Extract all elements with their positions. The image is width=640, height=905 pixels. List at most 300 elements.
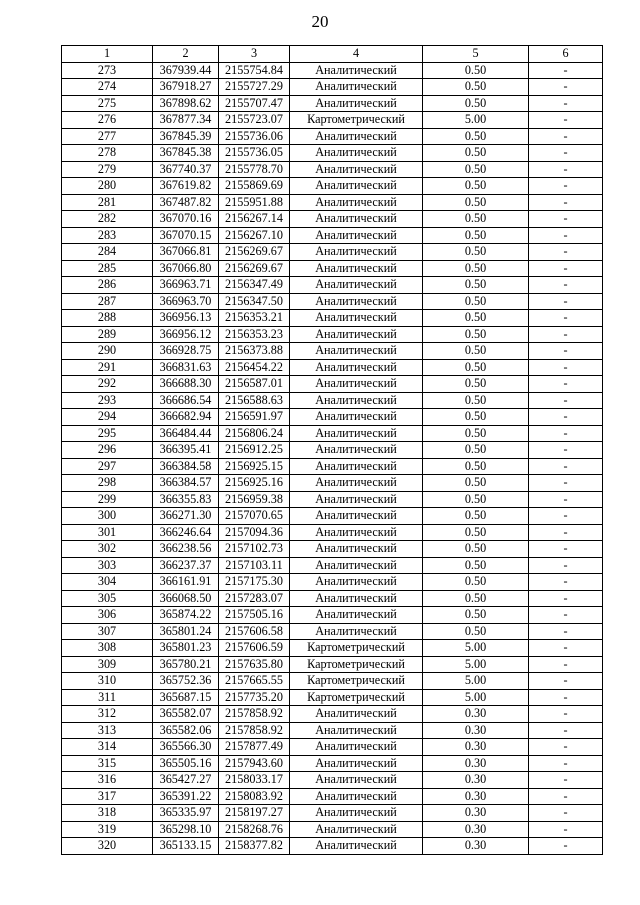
accuracy-cell: 0.50 (423, 508, 529, 525)
y-coordinate-cell: 2156373.88 (219, 343, 290, 360)
method-cell: Аналитический (290, 128, 423, 145)
note-cell: - (529, 607, 603, 624)
x-coordinate-cell: 367740.37 (153, 161, 219, 178)
method-cell: Аналитический (290, 161, 423, 178)
y-coordinate-cell: 2158268.76 (219, 821, 290, 838)
note-cell: - (529, 508, 603, 525)
x-coordinate-cell: 366355.83 (153, 491, 219, 508)
x-coordinate-cell: 366963.70 (153, 293, 219, 310)
method-cell: Аналитический (290, 211, 423, 228)
accuracy-cell: 0.50 (423, 326, 529, 343)
table-row (62, 293, 603, 310)
note-cell: - (529, 640, 603, 657)
note-cell: - (529, 260, 603, 277)
method-cell: Аналитический (290, 95, 423, 112)
accuracy-cell: 5.00 (423, 656, 529, 673)
point-number-cell: 310 (62, 673, 153, 690)
y-coordinate-cell: 2155727.29 (219, 79, 290, 96)
y-coordinate-cell: 2158083.92 (219, 788, 290, 805)
table-row (62, 178, 603, 195)
y-coordinate-cell: 2156454.22 (219, 359, 290, 376)
table-row (62, 211, 603, 228)
accuracy-cell: 0.50 (423, 343, 529, 360)
x-coordinate-cell: 367939.44 (153, 62, 219, 79)
table-row (62, 524, 603, 541)
point-number-cell: 301 (62, 524, 153, 541)
note-cell: - (529, 491, 603, 508)
accuracy-cell: 0.50 (423, 623, 529, 640)
point-number-cell: 302 (62, 541, 153, 558)
y-coordinate-cell: 2158197.27 (219, 805, 290, 822)
note-cell: - (529, 689, 603, 706)
note-cell: - (529, 524, 603, 541)
accuracy-cell: 5.00 (423, 112, 529, 129)
point-number-cell: 303 (62, 557, 153, 574)
method-cell: Аналитический (290, 541, 423, 558)
table-row (62, 95, 603, 112)
accuracy-cell: 0.50 (423, 376, 529, 393)
y-coordinate-cell: 2156587.01 (219, 376, 290, 393)
header-cell: 2 (153, 46, 219, 63)
accuracy-cell: 0.30 (423, 706, 529, 723)
table-row (62, 128, 603, 145)
accuracy-cell: 0.50 (423, 211, 529, 228)
x-coordinate-cell: 365752.36 (153, 673, 219, 690)
method-cell: Картометрический (290, 673, 423, 690)
y-coordinate-cell: 2155869.69 (219, 178, 290, 195)
x-coordinate-cell: 367487.82 (153, 194, 219, 211)
note-cell: - (529, 722, 603, 739)
table-row (62, 574, 603, 591)
table-row (62, 673, 603, 690)
table-row (62, 79, 603, 96)
note-cell: - (529, 755, 603, 772)
point-number-cell: 291 (62, 359, 153, 376)
x-coordinate-cell: 366956.12 (153, 326, 219, 343)
accuracy-cell: 0.50 (423, 557, 529, 574)
x-coordinate-cell: 366384.58 (153, 458, 219, 475)
method-cell: Аналитический (290, 178, 423, 195)
x-coordinate-cell: 365505.16 (153, 755, 219, 772)
y-coordinate-cell: 2156591.97 (219, 409, 290, 426)
accuracy-cell: 0.50 (423, 178, 529, 195)
point-number-cell: 282 (62, 211, 153, 228)
accuracy-cell: 0.50 (423, 475, 529, 492)
table-row (62, 623, 603, 640)
method-cell: Аналитический (290, 293, 423, 310)
note-cell: - (529, 574, 603, 591)
y-coordinate-cell: 2155951.88 (219, 194, 290, 211)
method-cell: Аналитический (290, 145, 423, 162)
note-cell: - (529, 211, 603, 228)
accuracy-cell: 0.50 (423, 260, 529, 277)
note-cell: - (529, 343, 603, 360)
x-coordinate-cell: 367845.38 (153, 145, 219, 162)
method-cell: Аналитический (290, 739, 423, 756)
table-row (62, 590, 603, 607)
accuracy-cell: 0.50 (423, 194, 529, 211)
point-number-cell: 287 (62, 293, 153, 310)
accuracy-cell: 0.50 (423, 359, 529, 376)
method-cell: Аналитический (290, 755, 423, 772)
accuracy-cell: 0.50 (423, 590, 529, 607)
x-coordinate-cell: 367918.27 (153, 79, 219, 96)
x-coordinate-cell: 366956.13 (153, 310, 219, 327)
y-coordinate-cell: 2157943.60 (219, 755, 290, 772)
x-coordinate-cell: 366688.30 (153, 376, 219, 393)
y-coordinate-cell: 2157103.11 (219, 557, 290, 574)
y-coordinate-cell: 2157606.58 (219, 623, 290, 640)
method-cell: Аналитический (290, 524, 423, 541)
y-coordinate-cell: 2157505.16 (219, 607, 290, 624)
note-cell: - (529, 623, 603, 640)
header-cell: 5 (423, 46, 529, 63)
accuracy-cell: 0.50 (423, 62, 529, 79)
x-coordinate-cell: 367877.34 (153, 112, 219, 129)
note-cell: - (529, 145, 603, 162)
method-cell: Аналитический (290, 227, 423, 244)
x-coordinate-cell: 366682.94 (153, 409, 219, 426)
y-coordinate-cell: 2156912.25 (219, 442, 290, 459)
point-number-cell: 288 (62, 310, 153, 327)
table-row (62, 277, 603, 294)
table-row (62, 442, 603, 459)
y-coordinate-cell: 2156959.38 (219, 491, 290, 508)
accuracy-cell: 0.50 (423, 145, 529, 162)
note-cell: - (529, 392, 603, 409)
point-number-cell: 295 (62, 425, 153, 442)
point-number-cell: 309 (62, 656, 153, 673)
y-coordinate-cell: 2156353.23 (219, 326, 290, 343)
x-coordinate-cell: 366384.57 (153, 475, 219, 492)
point-number-cell: 320 (62, 838, 153, 855)
point-number-cell: 290 (62, 343, 153, 360)
method-cell: Аналитический (290, 557, 423, 574)
note-cell: - (529, 359, 603, 376)
x-coordinate-cell: 366246.64 (153, 524, 219, 541)
accuracy-cell: 0.50 (423, 128, 529, 145)
method-cell: Картометрический (290, 689, 423, 706)
table-row (62, 425, 603, 442)
method-cell: Аналитический (290, 277, 423, 294)
accuracy-cell: 0.50 (423, 541, 529, 558)
y-coordinate-cell: 2158033.17 (219, 772, 290, 789)
accuracy-cell: 0.50 (423, 425, 529, 442)
table-row (62, 392, 603, 409)
table-row (62, 722, 603, 739)
method-cell: Аналитический (290, 260, 423, 277)
x-coordinate-cell: 366484.44 (153, 425, 219, 442)
x-coordinate-cell: 366238.56 (153, 541, 219, 558)
x-coordinate-cell: 367845.39 (153, 128, 219, 145)
x-coordinate-cell: 366831.63 (153, 359, 219, 376)
x-coordinate-cell: 367070.15 (153, 227, 219, 244)
point-number-cell: 316 (62, 772, 153, 789)
point-number-cell: 286 (62, 277, 153, 294)
table-row (62, 326, 603, 343)
x-coordinate-cell: 365780.21 (153, 656, 219, 673)
accuracy-cell: 0.50 (423, 574, 529, 591)
y-coordinate-cell: 2156806.24 (219, 425, 290, 442)
y-coordinate-cell: 2155736.06 (219, 128, 290, 145)
y-coordinate-cell: 2156347.50 (219, 293, 290, 310)
x-coordinate-cell: 366237.37 (153, 557, 219, 574)
note-cell: - (529, 706, 603, 723)
table-row (62, 161, 603, 178)
accuracy-cell: 0.50 (423, 442, 529, 459)
method-cell: Аналитический (290, 574, 423, 591)
accuracy-cell: 0.30 (423, 722, 529, 739)
method-cell: Аналитический (290, 722, 423, 739)
method-cell: Картометрический (290, 112, 423, 129)
point-number-cell: 296 (62, 442, 153, 459)
note-cell: - (529, 112, 603, 129)
method-cell: Аналитический (290, 607, 423, 624)
method-cell: Аналитический (290, 194, 423, 211)
y-coordinate-cell: 2157665.55 (219, 673, 290, 690)
y-coordinate-cell: 2156267.10 (219, 227, 290, 244)
accuracy-cell: 0.50 (423, 491, 529, 508)
note-cell: - (529, 244, 603, 261)
method-cell: Аналитический (290, 590, 423, 607)
y-coordinate-cell: 2157606.59 (219, 640, 290, 657)
note-cell: - (529, 227, 603, 244)
x-coordinate-cell: 366928.75 (153, 343, 219, 360)
point-number-cell: 297 (62, 458, 153, 475)
method-cell: Аналитический (290, 392, 423, 409)
point-number-cell: 281 (62, 194, 153, 211)
table-row (62, 409, 603, 426)
note-cell: - (529, 178, 603, 195)
accuracy-cell: 0.50 (423, 524, 529, 541)
method-cell: Аналитический (290, 458, 423, 475)
accuracy-cell: 0.30 (423, 788, 529, 805)
method-cell: Аналитический (290, 805, 423, 822)
x-coordinate-cell: 365801.24 (153, 623, 219, 640)
table-row (62, 244, 603, 261)
note-cell: - (529, 821, 603, 838)
x-coordinate-cell: 366395.41 (153, 442, 219, 459)
accuracy-cell: 0.50 (423, 458, 529, 475)
note-cell: - (529, 310, 603, 327)
note-cell: - (529, 673, 603, 690)
method-cell: Аналитический (290, 772, 423, 789)
point-number-cell: 277 (62, 128, 153, 145)
x-coordinate-cell: 365427.27 (153, 772, 219, 789)
note-cell: - (529, 458, 603, 475)
x-coordinate-cell: 366068.50 (153, 590, 219, 607)
table-row (62, 194, 603, 211)
point-number-cell: 279 (62, 161, 153, 178)
header-cell: 3 (219, 46, 290, 63)
point-number-cell: 273 (62, 62, 153, 79)
table-row (62, 772, 603, 789)
method-cell: Аналитический (290, 788, 423, 805)
table-row (62, 706, 603, 723)
y-coordinate-cell: 2157175.30 (219, 574, 290, 591)
point-number-cell: 294 (62, 409, 153, 426)
note-cell: - (529, 376, 603, 393)
table-row (62, 227, 603, 244)
method-cell: Аналитический (290, 376, 423, 393)
y-coordinate-cell: 2157094.36 (219, 524, 290, 541)
y-coordinate-cell: 2155736.05 (219, 145, 290, 162)
accuracy-cell: 0.50 (423, 79, 529, 96)
note-cell: - (529, 739, 603, 756)
note-cell: - (529, 79, 603, 96)
note-cell: - (529, 788, 603, 805)
x-coordinate-cell: 365133.15 (153, 838, 219, 855)
y-coordinate-cell: 2157858.92 (219, 722, 290, 739)
table-row (62, 491, 603, 508)
point-number-cell: 274 (62, 79, 153, 96)
accuracy-cell: 0.50 (423, 227, 529, 244)
table-row (62, 739, 603, 756)
note-cell: - (529, 293, 603, 310)
accuracy-cell: 0.30 (423, 755, 529, 772)
method-cell: Аналитический (290, 62, 423, 79)
accuracy-cell: 0.50 (423, 244, 529, 261)
note-cell: - (529, 541, 603, 558)
note-cell: - (529, 475, 603, 492)
method-cell: Аналитический (290, 838, 423, 855)
point-number-cell: 317 (62, 788, 153, 805)
y-coordinate-cell: 2156353.21 (219, 310, 290, 327)
y-coordinate-cell: 2156347.49 (219, 277, 290, 294)
y-coordinate-cell: 2155707.47 (219, 95, 290, 112)
x-coordinate-cell: 365582.06 (153, 722, 219, 739)
page-number: 20 (311, 12, 329, 31)
y-coordinate-cell: 2156269.67 (219, 260, 290, 277)
point-number-cell: 306 (62, 607, 153, 624)
x-coordinate-cell: 365391.22 (153, 788, 219, 805)
method-cell: Аналитический (290, 442, 423, 459)
accuracy-cell: 0.50 (423, 293, 529, 310)
method-cell: Аналитический (290, 79, 423, 96)
note-cell: - (529, 95, 603, 112)
accuracy-cell: 0.30 (423, 739, 529, 756)
method-cell: Аналитический (290, 425, 423, 442)
table-row (62, 689, 603, 706)
point-number-cell: 278 (62, 145, 153, 162)
note-cell: - (529, 62, 603, 79)
point-number-cell: 293 (62, 392, 153, 409)
header-cell: 1 (62, 46, 153, 63)
method-cell: Аналитический (290, 475, 423, 492)
note-cell: - (529, 590, 603, 607)
point-number-cell: 292 (62, 376, 153, 393)
point-number-cell: 305 (62, 590, 153, 607)
method-cell: Аналитический (290, 326, 423, 343)
accuracy-cell: 0.50 (423, 161, 529, 178)
note-cell: - (529, 656, 603, 673)
y-coordinate-cell: 2155754.84 (219, 62, 290, 79)
note-cell: - (529, 326, 603, 343)
point-number-cell: 308 (62, 640, 153, 657)
x-coordinate-cell: 367619.82 (153, 178, 219, 195)
accuracy-cell: 0.50 (423, 607, 529, 624)
table-row (62, 838, 603, 855)
point-number-cell: 313 (62, 722, 153, 739)
header-cell: 6 (529, 46, 603, 63)
y-coordinate-cell: 2156267.14 (219, 211, 290, 228)
coordinates-table (61, 45, 603, 855)
x-coordinate-cell: 365874.22 (153, 607, 219, 624)
x-coordinate-cell: 365298.10 (153, 821, 219, 838)
point-number-cell: 315 (62, 755, 153, 772)
y-coordinate-cell: 2155778.70 (219, 161, 290, 178)
point-number-cell: 276 (62, 112, 153, 129)
method-cell: Аналитический (290, 706, 423, 723)
point-number-cell: 283 (62, 227, 153, 244)
method-cell: Аналитический (290, 623, 423, 640)
table-row (62, 755, 603, 772)
accuracy-cell: 0.50 (423, 310, 529, 327)
header-cell: 4 (290, 46, 423, 63)
table-row (62, 310, 603, 327)
point-number-cell: 318 (62, 805, 153, 822)
x-coordinate-cell: 366271.30 (153, 508, 219, 525)
method-cell: Аналитический (290, 508, 423, 525)
method-cell: Аналитический (290, 343, 423, 360)
y-coordinate-cell: 2157877.49 (219, 739, 290, 756)
table-row (62, 458, 603, 475)
accuracy-cell: 5.00 (423, 640, 529, 657)
y-coordinate-cell: 2157102.73 (219, 541, 290, 558)
table-row (62, 343, 603, 360)
method-cell: Аналитический (290, 244, 423, 261)
x-coordinate-cell: 367066.81 (153, 244, 219, 261)
table-row (62, 508, 603, 525)
accuracy-cell: 0.30 (423, 772, 529, 789)
point-number-cell: 300 (62, 508, 153, 525)
table-row (62, 359, 603, 376)
note-cell: - (529, 425, 603, 442)
note-cell: - (529, 277, 603, 294)
table-row (62, 656, 603, 673)
point-number-cell: 311 (62, 689, 153, 706)
y-coordinate-cell: 2158377.82 (219, 838, 290, 855)
method-cell: Картометрический (290, 640, 423, 657)
point-number-cell: 284 (62, 244, 153, 261)
point-number-cell: 298 (62, 475, 153, 492)
point-number-cell: 314 (62, 739, 153, 756)
point-number-cell: 280 (62, 178, 153, 195)
y-coordinate-cell: 2156588.63 (219, 392, 290, 409)
accuracy-cell: 0.50 (423, 95, 529, 112)
y-coordinate-cell: 2156925.16 (219, 475, 290, 492)
table-row (62, 788, 603, 805)
table-row (62, 541, 603, 558)
point-number-cell: 299 (62, 491, 153, 508)
point-number-cell: 289 (62, 326, 153, 343)
y-coordinate-cell: 2156269.67 (219, 244, 290, 261)
accuracy-cell: 5.00 (423, 689, 529, 706)
point-number-cell: 304 (62, 574, 153, 591)
note-cell: - (529, 772, 603, 789)
table-row (62, 607, 603, 624)
table-row (62, 475, 603, 492)
y-coordinate-cell: 2156925.15 (219, 458, 290, 475)
note-cell: - (529, 557, 603, 574)
x-coordinate-cell: 365801.23 (153, 640, 219, 657)
y-coordinate-cell: 2157283.07 (219, 590, 290, 607)
method-cell: Аналитический (290, 409, 423, 426)
point-number-cell: 307 (62, 623, 153, 640)
note-cell: - (529, 409, 603, 426)
x-coordinate-cell: 367070.16 (153, 211, 219, 228)
method-cell: Аналитический (290, 310, 423, 327)
